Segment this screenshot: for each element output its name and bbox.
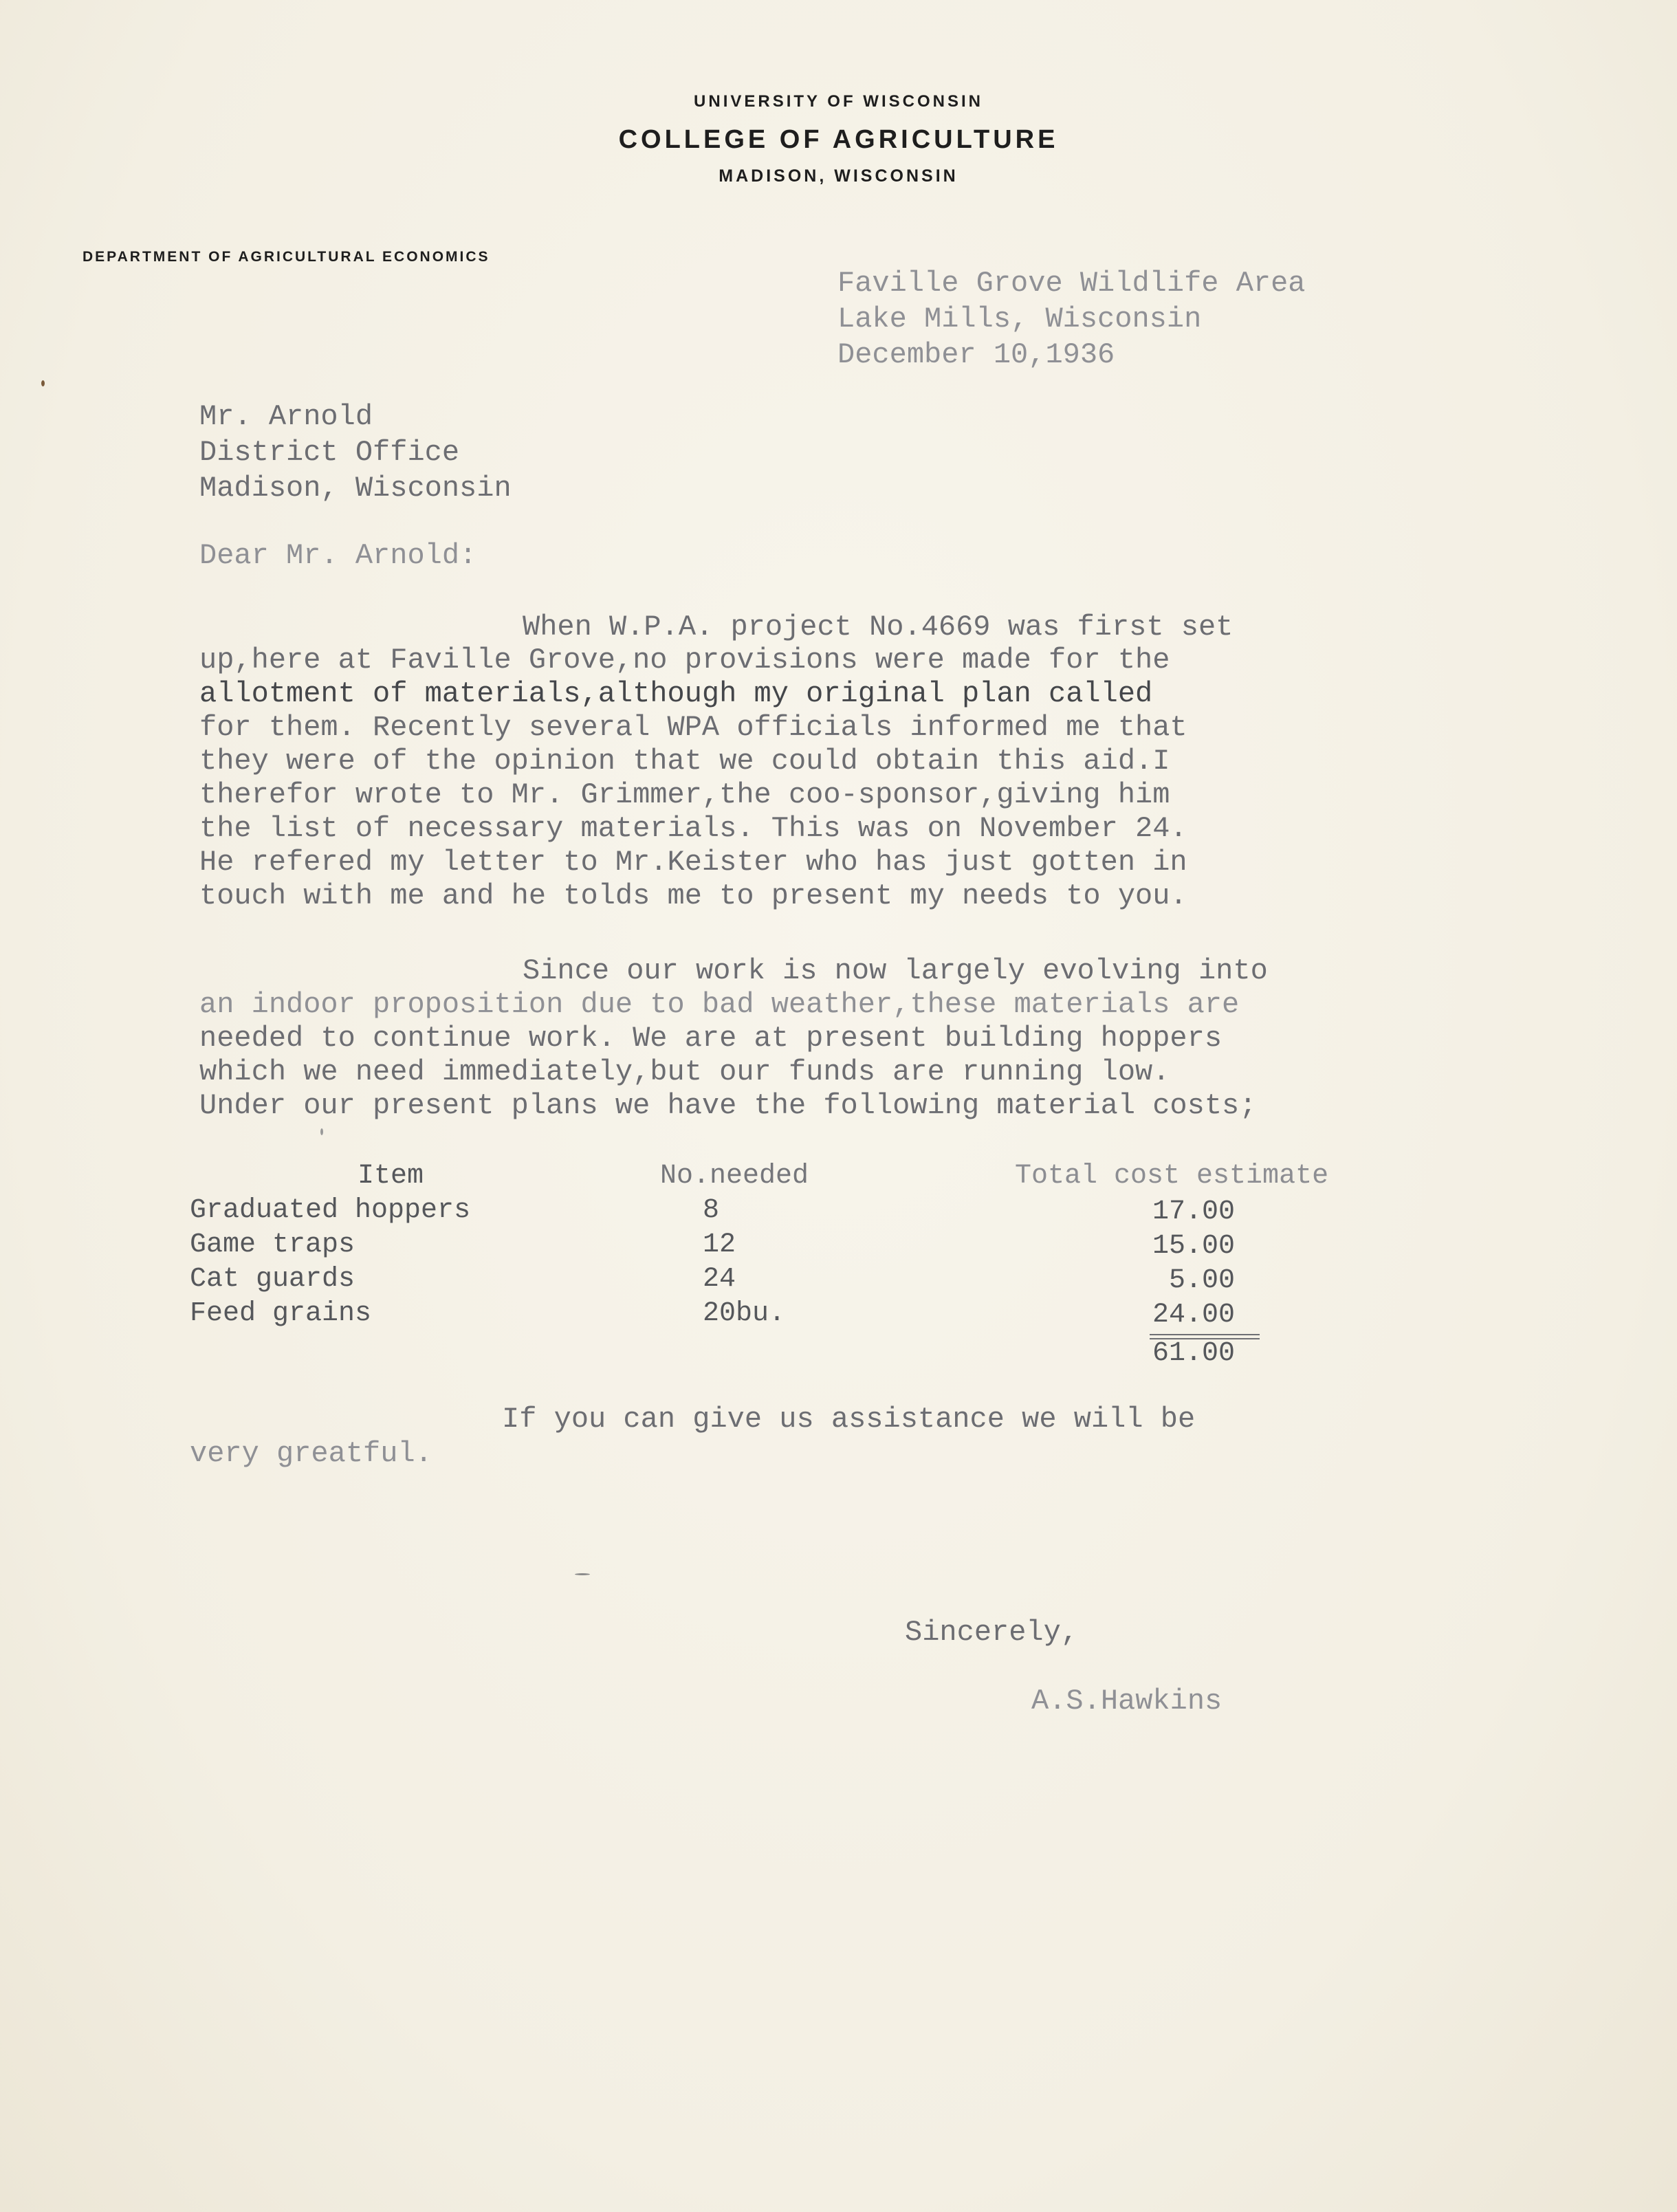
recipient-line2: District Office <box>199 436 460 469</box>
table-row-cost: 24.00 <box>1152 1300 1236 1331</box>
letter-date: December 10,1936 <box>837 338 1115 371</box>
table-header-item: Item <box>358 1161 424 1192</box>
table-row-needed: 12 <box>703 1229 736 1260</box>
paragraph1-line: He refered my letter to Mr.Keister who has just gotten in <box>199 846 1187 879</box>
paper-mark <box>575 1573 590 1575</box>
paragraph2-line: an indoor proposition due to bad weather,these materials are <box>199 988 1240 1021</box>
table-row-cost: 5.00 <box>1169 1265 1236 1296</box>
salutation: Dear Mr. Arnold: <box>199 539 477 572</box>
paragraph1-line: therefor wrote to Mr. Grimmer,the coo-sponsor,giving him <box>199 778 1170 811</box>
letterhead-university: UNIVERSITY OF WISCONSIN <box>694 92 983 111</box>
table-row-item: Game traps <box>190 1229 355 1260</box>
table-row-needed: 8 <box>703 1195 720 1226</box>
paragraph2-line: which we need immediately,but our funds are running low. <box>199 1055 1170 1088</box>
table-row-item: Feed grains <box>190 1298 372 1329</box>
table-header-cost: Total cost estimate <box>1015 1161 1329 1192</box>
table-total: 61.00 <box>1152 1338 1236 1369</box>
paragraph1-line: touch with me and he tolds me to present my needs to you. <box>199 879 1187 912</box>
recipient-line1: Mr. Arnold <box>199 400 373 433</box>
table-row-needed: 20bu. <box>703 1298 786 1329</box>
sender-address-line1: Faville Grove Wildlife Area <box>837 267 1306 300</box>
paragraph1-line: for them. Recently several WPA officials informed me that <box>199 711 1187 744</box>
paragraph2-line: Under our present plans we have the following material costs; <box>199 1089 1257 1122</box>
letterhead-department: DEPARTMENT OF AGRICULTURAL ECONOMICS <box>83 249 490 265</box>
table-row-cost: 17.00 <box>1152 1196 1236 1227</box>
paper-speck <box>41 380 45 386</box>
paragraph1-line: up,here at Faville Grove,no provisions were made for the <box>199 644 1170 677</box>
letterhead-college: COLLEGE OF AGRICULTURE <box>618 125 1059 154</box>
paragraph2-line: Since our work is now largely evolving into <box>523 954 1268 987</box>
paper-mark <box>320 1128 323 1135</box>
signature: A.S.Hawkins <box>1031 1685 1223 1718</box>
table-row-item: Cat guards <box>190 1264 355 1295</box>
paragraph1-line: the list of necessary materials. This was on November 24. <box>199 812 1187 845</box>
table-row-cost: 15.00 <box>1152 1231 1236 1262</box>
closing-paragraph-line: very greatful. <box>190 1437 432 1470</box>
paragraph2-line: needed to continue work. We are at present building hoppers <box>199 1022 1223 1055</box>
closing: Sincerely, <box>905 1616 1079 1649</box>
table-row-item: Graduated hoppers <box>190 1195 471 1226</box>
paragraph1-line: allotment of materials,although my original plan called <box>199 677 1153 710</box>
sender-address-line2: Lake Mills, Wisconsin <box>837 303 1202 336</box>
table-row-needed: 24 <box>703 1264 736 1295</box>
paragraph1-line: they were of the opinion that we could obtain this aid.I <box>199 745 1170 778</box>
table-header-needed: No.needed <box>660 1161 809 1192</box>
paragraph1-line: When W.P.A. project No.4669 was first set <box>523 611 1234 644</box>
recipient-line3: Madison, Wisconsin <box>199 472 512 505</box>
letterhead-city: MADISON, WISCONSIN <box>719 166 958 186</box>
sum-rule <box>1150 1334 1260 1335</box>
closing-paragraph-line: If you can give us assistance we will be <box>502 1403 1196 1436</box>
